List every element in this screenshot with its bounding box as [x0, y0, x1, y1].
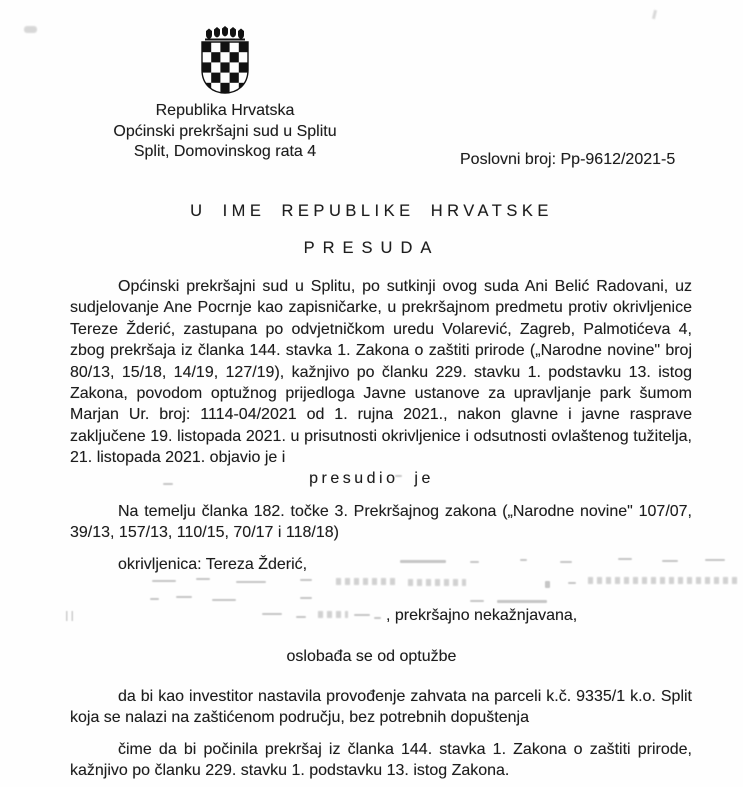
redaction-smudge: [318, 611, 348, 618]
redaction-smudge: [374, 617, 381, 619]
offense-paragraph: čime da bi počinila prekršaj iz članka 144. stavka 1. Zakona o zaštiti prirode, kažnjivo po članku 229. stavku 1. podstavku 13. istog Zakona.: [70, 741, 692, 780]
case-number: Poslovni broj: Pp-9612/2021-5: [460, 151, 676, 168]
redaction-smudge: [300, 579, 312, 581]
legal-basis-paragraph: Na temelju članka 182. točke 3. Prekršajnog zakona („Narodne novine" 107/07, 39/13, 157/13, 110/15, 70/17 i 118/18): [70, 503, 692, 542]
record-line-suffix: , prekršajno nekažnjavana,: [386, 607, 578, 624]
court-address: Split, Domovinskog rata 4: [133, 143, 317, 160]
scan-artifact: [652, 10, 657, 19]
redaction-smudge: [296, 616, 306, 618]
scan-artifact: [24, 26, 37, 33]
document-subtitle: PRESUDA: [303, 239, 440, 257]
redaction-smudge: [196, 578, 210, 580]
acquittal-heading: oslobađa se od optužbe: [286, 648, 457, 665]
country-name: Republika Hrvatska: [155, 102, 295, 119]
redaction-smudge: [618, 558, 632, 560]
redaction-smudge: [176, 596, 192, 598]
redaction-smudge: [545, 581, 550, 588]
redaction-smudge: [336, 578, 398, 585]
redaction-smudge: [470, 561, 479, 563]
redaction-smudge: [262, 613, 282, 615]
redaction-smudge: [560, 561, 572, 563]
redaction-smudge: [300, 597, 312, 599]
redaction-smudge: [705, 559, 725, 561]
intro-paragraph: Općinski prekršajni sud u Splitu, po sutkinji ovog suda Ani Belić Radovani, uz sudjelovanje Ane Pocrnje kao zapisničarke, u prekršajnom predmetu protiv okrivljenice Tereze Žderić, zastupana po odvjetničkom uredu Volarević, Zagreb, Palmotićeva 4, zbog prekršaja iz članka 144. stavka 1. Zakona o zaštiti prirode („Narodne novine" broj 80/13, 15/18, 14/19, 127/19), kažnjivo po članku 229. stavku 1. podstavku 13. istog Zakona, povodom optužnog prijedloga Javne ustanove za upravljanje park šumom Marjan Ur. broj: 1114-04/2021 od 1. rujna 2021., nakon glavne i javne rasprave zaključene 19. listopada 2021. u prisutnosti okrivljenice i odsutnosti ovlaštenog tužitelja, 21. listopada 2021. objavio je i: [70, 278, 692, 467]
redaction-smudge: [212, 599, 236, 601]
redaction-smudge: [408, 579, 466, 586]
letterhead: [75, 26, 375, 163]
redaction-smudge: [568, 582, 576, 584]
redaction-smudge: [152, 580, 176, 582]
croatian-coat-of-arms-icon: [201, 26, 249, 99]
document-title: U IME REPUBLIKE HRVATSKE: [190, 202, 553, 220]
redaction-smudge: [588, 577, 738, 584]
verdict-heading: presudio je: [309, 470, 434, 487]
redaction-smudge: [497, 600, 547, 603]
redaction-smudge: [662, 560, 678, 562]
redaction-smudge: [354, 614, 370, 616]
redaction-smudge: [470, 600, 484, 602]
redaction-smudge: [150, 598, 159, 600]
redaction-smudge: [520, 559, 527, 561]
charge-paragraph: da bi kao investitor nastavila provođenje zahvata na parceli k.č. 9335/1 k.o. Split koja se nalazi na zaštićenom području, bez potrebnih dopuštenja: [70, 688, 692, 727]
defendant-line: okrivljenica: Tereza Žderić,: [118, 556, 308, 573]
redaction-smudge: [400, 560, 446, 563]
redaction-smudge: [66, 611, 73, 621]
redaction-smudge: [236, 581, 266, 583]
court-name: Općinski prekršajni sud u Splitu: [113, 122, 337, 140]
